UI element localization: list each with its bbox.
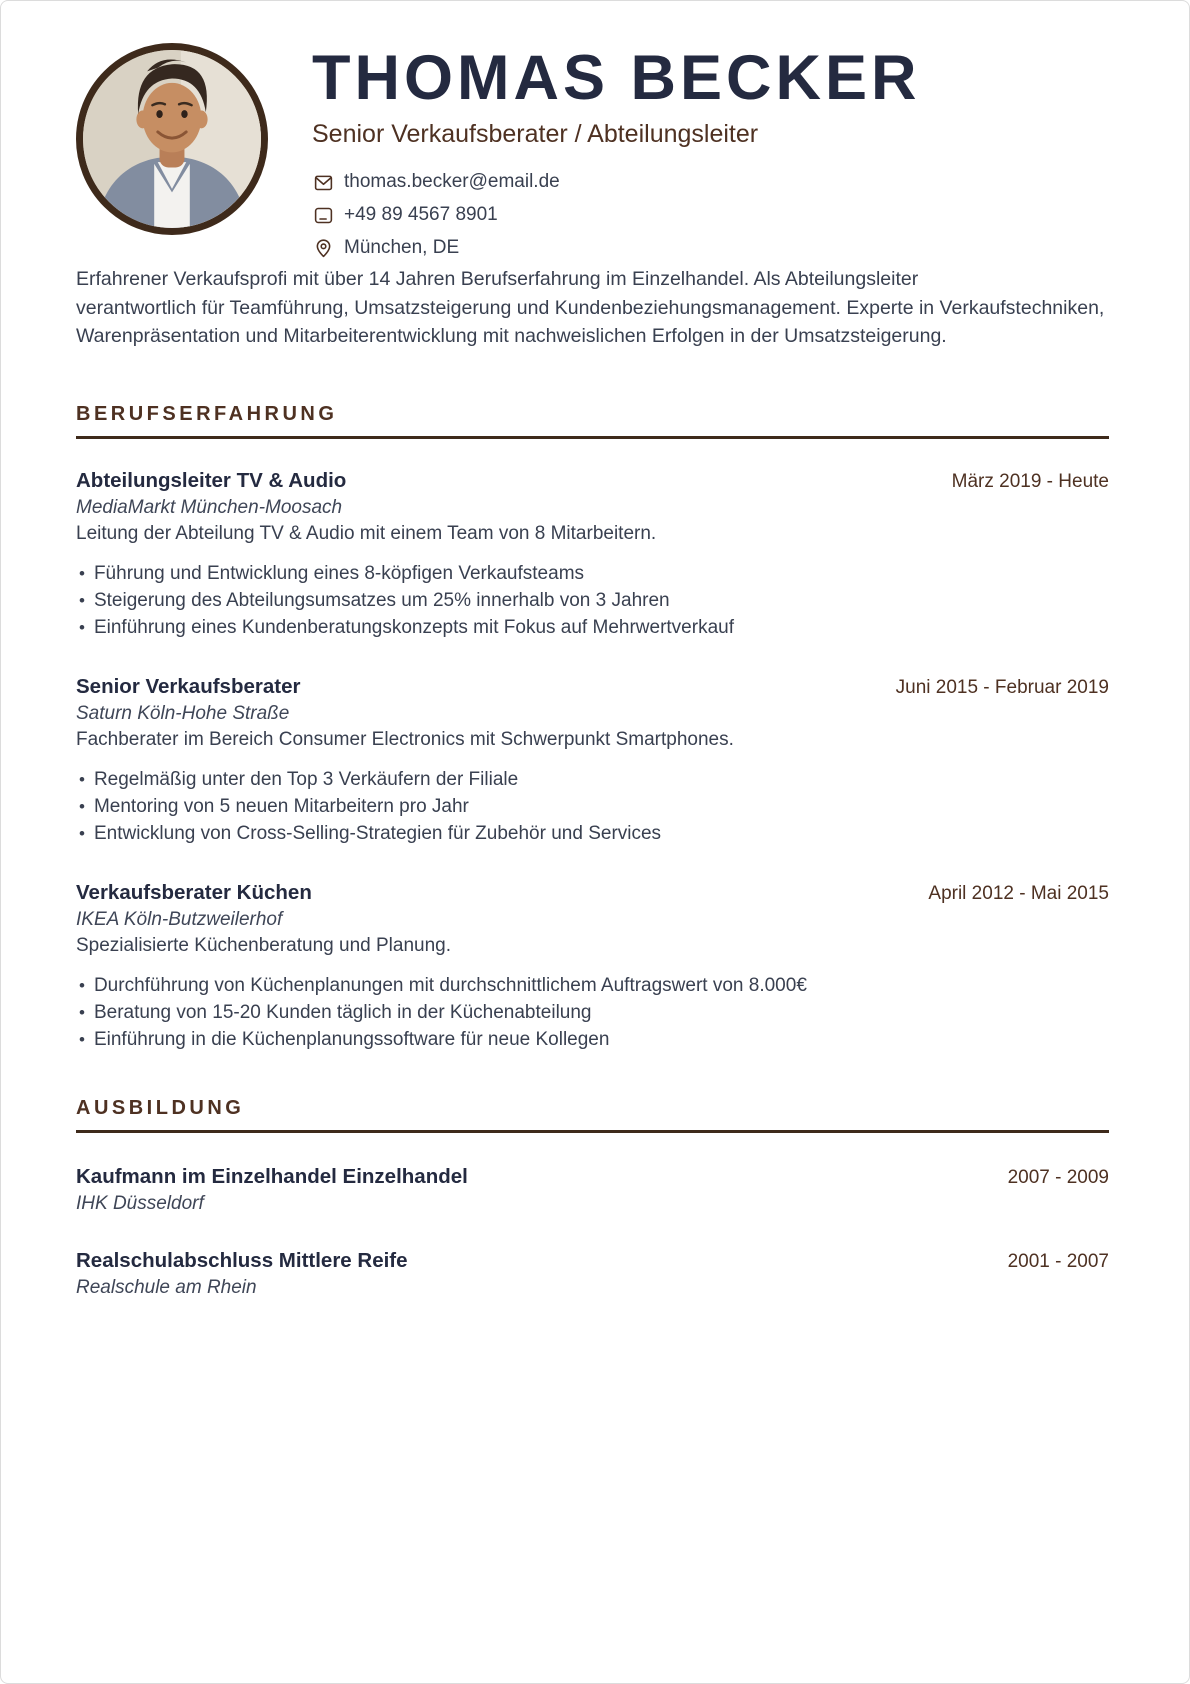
profile-photo-illustration xyxy=(83,50,261,228)
education-date-range: 2001 - 2007 xyxy=(1007,1250,1109,1272)
education-section xyxy=(76,1097,1109,1301)
summary-line: Warenpräsentation und Mitarbeiterentwicklung mit nachweislichen Erfolgen in der Umsatzsteigerung. xyxy=(76,325,947,348)
summary-line: verantwortlich für Teamführung, Umsatzsteigerung und Kundenbeziehungsmanagement. Experte in Verkaufstechniken, xyxy=(76,296,1105,319)
header xyxy=(1,1,1189,259)
job-date-range: Juni 2015 - Februar 2019 xyxy=(895,676,1109,698)
mail-icon xyxy=(312,171,334,193)
education-date-range: 2007 - 2009 xyxy=(1007,1166,1109,1188)
job-bullet: • Einführung in die Küchenplanungssoftware für neue Kollegen xyxy=(76,1026,1109,1053)
job-entry-head xyxy=(76,879,1109,906)
job-bullet-list xyxy=(76,972,1109,1053)
job-bullet: • Führung und Entwicklung eines 8-köpfigen Verkaufsteams xyxy=(76,560,1109,587)
experience-heading: BERUFSERFAHRUNG xyxy=(76,402,338,425)
profile-summary xyxy=(76,265,1190,351)
job-entry xyxy=(76,673,1109,847)
job-bullet-list xyxy=(76,766,1109,847)
education-entry-head xyxy=(76,1163,1109,1190)
job-title: Verkaufsberater Küchen xyxy=(76,880,312,904)
job-description: Fachberater im Bereich Consumer Electronics mit Schwerpunkt Smartphones. xyxy=(76,728,734,750)
education-entry-head xyxy=(76,1247,1109,1274)
education-school: Realschule am Rhein xyxy=(76,1276,257,1298)
section-divider xyxy=(76,1130,1109,1133)
section-divider xyxy=(76,436,1109,439)
job-bullet-list xyxy=(76,560,1109,641)
person-name: THOMAS BECKER xyxy=(312,43,921,113)
job-company: IKEA Köln-Butzweilerhof xyxy=(76,908,283,930)
job-bullet: • Regelmäßig unter den Top 3 Verkäufern der Filiale xyxy=(76,766,1109,793)
experience-section xyxy=(76,403,1109,1053)
job-date-range: April 2012 - Mai 2015 xyxy=(928,882,1109,904)
job-entry-head xyxy=(76,467,1109,494)
contact-location-row xyxy=(312,237,921,259)
education-heading: AUSBILDUNG xyxy=(76,1096,245,1119)
education-title: Kaufmann im Einzelhandel Einzelhandel xyxy=(76,1164,468,1188)
contact-email-row xyxy=(312,171,921,193)
job-bullet: • Beratung von 15-20 Kunden täglich in der Küchenabteilung xyxy=(76,999,1109,1026)
job-title: Senior Verkaufsberater xyxy=(76,674,301,698)
education-entry xyxy=(76,1247,1109,1301)
contact-email: thomas.becker@email.de xyxy=(344,171,560,193)
person-job-title: Senior Verkaufsberater / Abteilungsleiter xyxy=(312,120,759,149)
education-entry xyxy=(76,1163,1109,1217)
job-bullet: • Steigerung des Abteilungsumsatzes um 25% innerhalb von 3 Jahren xyxy=(76,587,1109,614)
contact-phone: +49 89 4567 8901 xyxy=(344,204,498,226)
job-date-range: März 2019 - Heute xyxy=(951,470,1109,492)
education-school: IHK Düsseldorf xyxy=(76,1192,204,1214)
summary-line: Erfahrener Verkaufsprofi mit über 14 Jahren Berufserfahrung im Einzelhandel. Als Abteilungsleiter xyxy=(76,268,919,291)
job-entry xyxy=(76,467,1109,641)
location-pin-icon xyxy=(312,237,334,259)
job-description: Spezialisierte Küchenberatung und Planung. xyxy=(76,934,451,956)
job-description: Leitung der Abteilung TV & Audio mit einem Team von 8 Mitarbeitern. xyxy=(76,522,657,544)
job-company: MediaMarkt München-Moosach xyxy=(76,496,343,518)
job-bullet: • Einführung eines Kundenberatungskonzepts mit Fokus auf Mehrwertverkauf xyxy=(76,614,1109,641)
profile-photo xyxy=(76,43,268,235)
header-text xyxy=(312,43,921,259)
contact-phone-row xyxy=(312,204,921,226)
job-company: Saturn Köln-Hohe Straße xyxy=(76,702,290,724)
contact-location: München, DE xyxy=(344,237,460,259)
job-entry-head xyxy=(76,673,1109,700)
job-bullet: • Mentoring von 5 neuen Mitarbeitern pro Jahr xyxy=(76,793,1109,820)
contact-info xyxy=(312,171,921,259)
job-bullet: • Entwicklung von Cross-Selling-Strategien für Zubehör und Services xyxy=(76,820,1109,847)
phone-icon xyxy=(312,204,334,226)
job-entry xyxy=(76,879,1109,1053)
job-title: Abteilungsleiter TV & Audio xyxy=(76,468,347,492)
education-title: Realschulabschluss Mittlere Reife xyxy=(76,1248,408,1272)
job-bullet: • Durchführung von Küchenplanungen mit durchschnittlichem Auftragswert von 8.000€ xyxy=(76,972,1109,999)
